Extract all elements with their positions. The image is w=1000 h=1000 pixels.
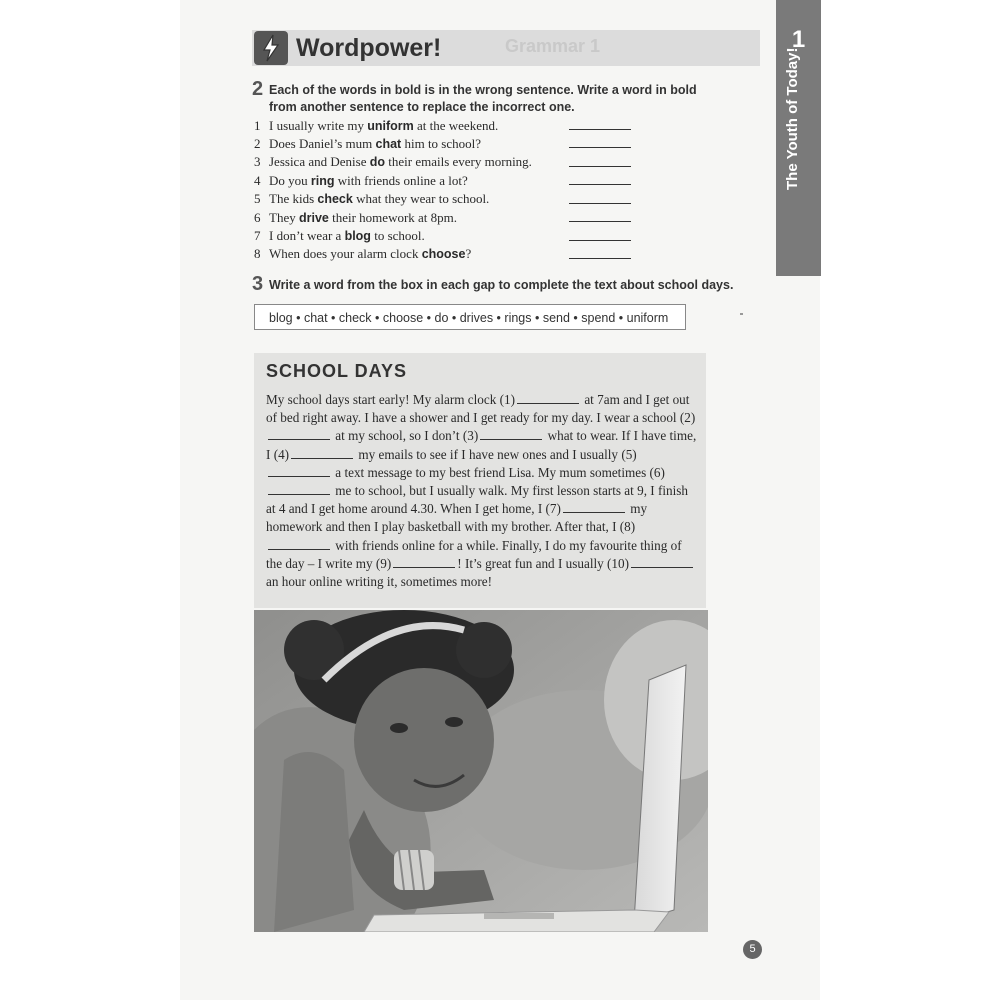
page-number: 5 [743, 940, 762, 959]
section-title: Wordpower! [296, 34, 442, 62]
gap-8[interactable] [268, 539, 330, 550]
gap-7[interactable] [563, 502, 625, 513]
gap-4[interactable] [291, 448, 353, 459]
gap-5[interactable] [268, 466, 330, 477]
exercise-2-item: 1 I usually write my uniform at the weekend. [254, 118, 499, 133]
gap-1[interactable] [517, 393, 579, 404]
lightning-icon [254, 31, 288, 65]
unit-title: The Youth of Today! [784, 47, 801, 190]
exercise-2-item: 8 When does your alarm clock choose? [254, 246, 472, 261]
gap-9[interactable] [393, 557, 455, 568]
answer-line[interactable] [569, 203, 631, 204]
word-box: blog • chat • check • choose • do • drives • rings • send • spend • uniform [254, 304, 686, 330]
answer-line[interactable] [569, 240, 631, 241]
school-days-title: SCHOOL DAYS [266, 361, 408, 381]
exercise-2-number: 2 [252, 78, 264, 100]
gap-3[interactable] [480, 429, 542, 440]
gap-6[interactable] [268, 484, 330, 495]
exercise-2-item: 7 I don’t wear a blog to school. [254, 228, 425, 243]
exercise-3-instruction: Write a word from the box in each gap to complete the text about school days. [269, 278, 734, 292]
gap-10[interactable] [631, 557, 693, 568]
answer-line[interactable] [569, 221, 631, 222]
exercise-2-item: 4 Do you ring with friends online a lot? [254, 173, 468, 188]
school-days-text: My school days start early! My alarm clock (1) at 7am and I get out of bed right away. I have a shower and I get ready for my day. I wear a school (2) at my school, so I don’t (3) what to wear. If I have time, I (4) my emails to see if I have new ones and I usually (5) a text message to my best friend Lisa. My mum sometimes (6) me to school, but I usually walk. My first lesson starts at 9, I finish at 4 and I get home around 4.30. When I get home, I (7) my homework and then I play basketball with my brother. After that, I (8) with friends online for a while. Finally, I do my favourite thing of the day – I write my (9) ! It’s great fun and I usually (10) an hour online writing it, sometimes more! [266, 392, 697, 590]
exercise-2-item: 6 They drive their homework at 8pm. [254, 210, 458, 225]
girl-with-laptop-photo [254, 610, 708, 932]
answer-line[interactable] [569, 166, 631, 167]
show-through-text: Grammar 1 [505, 36, 601, 56]
answer-line[interactable] [569, 184, 631, 185]
answer-line[interactable] [569, 129, 631, 130]
exercise-2-instruction: Each of the words in bold is in the wrong sentence. Write a word in bold from another sentence to replace the incorrect one. [269, 83, 697, 114]
unit-number: 1 [791, 26, 806, 53]
answer-line[interactable] [569, 258, 631, 259]
exercise-2-item: 2 Does Daniel’s mum chat him to school? [254, 136, 482, 151]
exercise-2-item: 5 The kids check what they wear to school. [254, 191, 490, 206]
answer-line[interactable] [569, 147, 631, 148]
gap-2[interactable] [268, 429, 330, 440]
exercise-2-item: 3 Jessica and Denise do their emails every morning. [254, 154, 532, 169]
speck [740, 313, 743, 315]
unit-side-tab [776, 0, 821, 276]
exercise-3-number: 3 [252, 273, 264, 295]
